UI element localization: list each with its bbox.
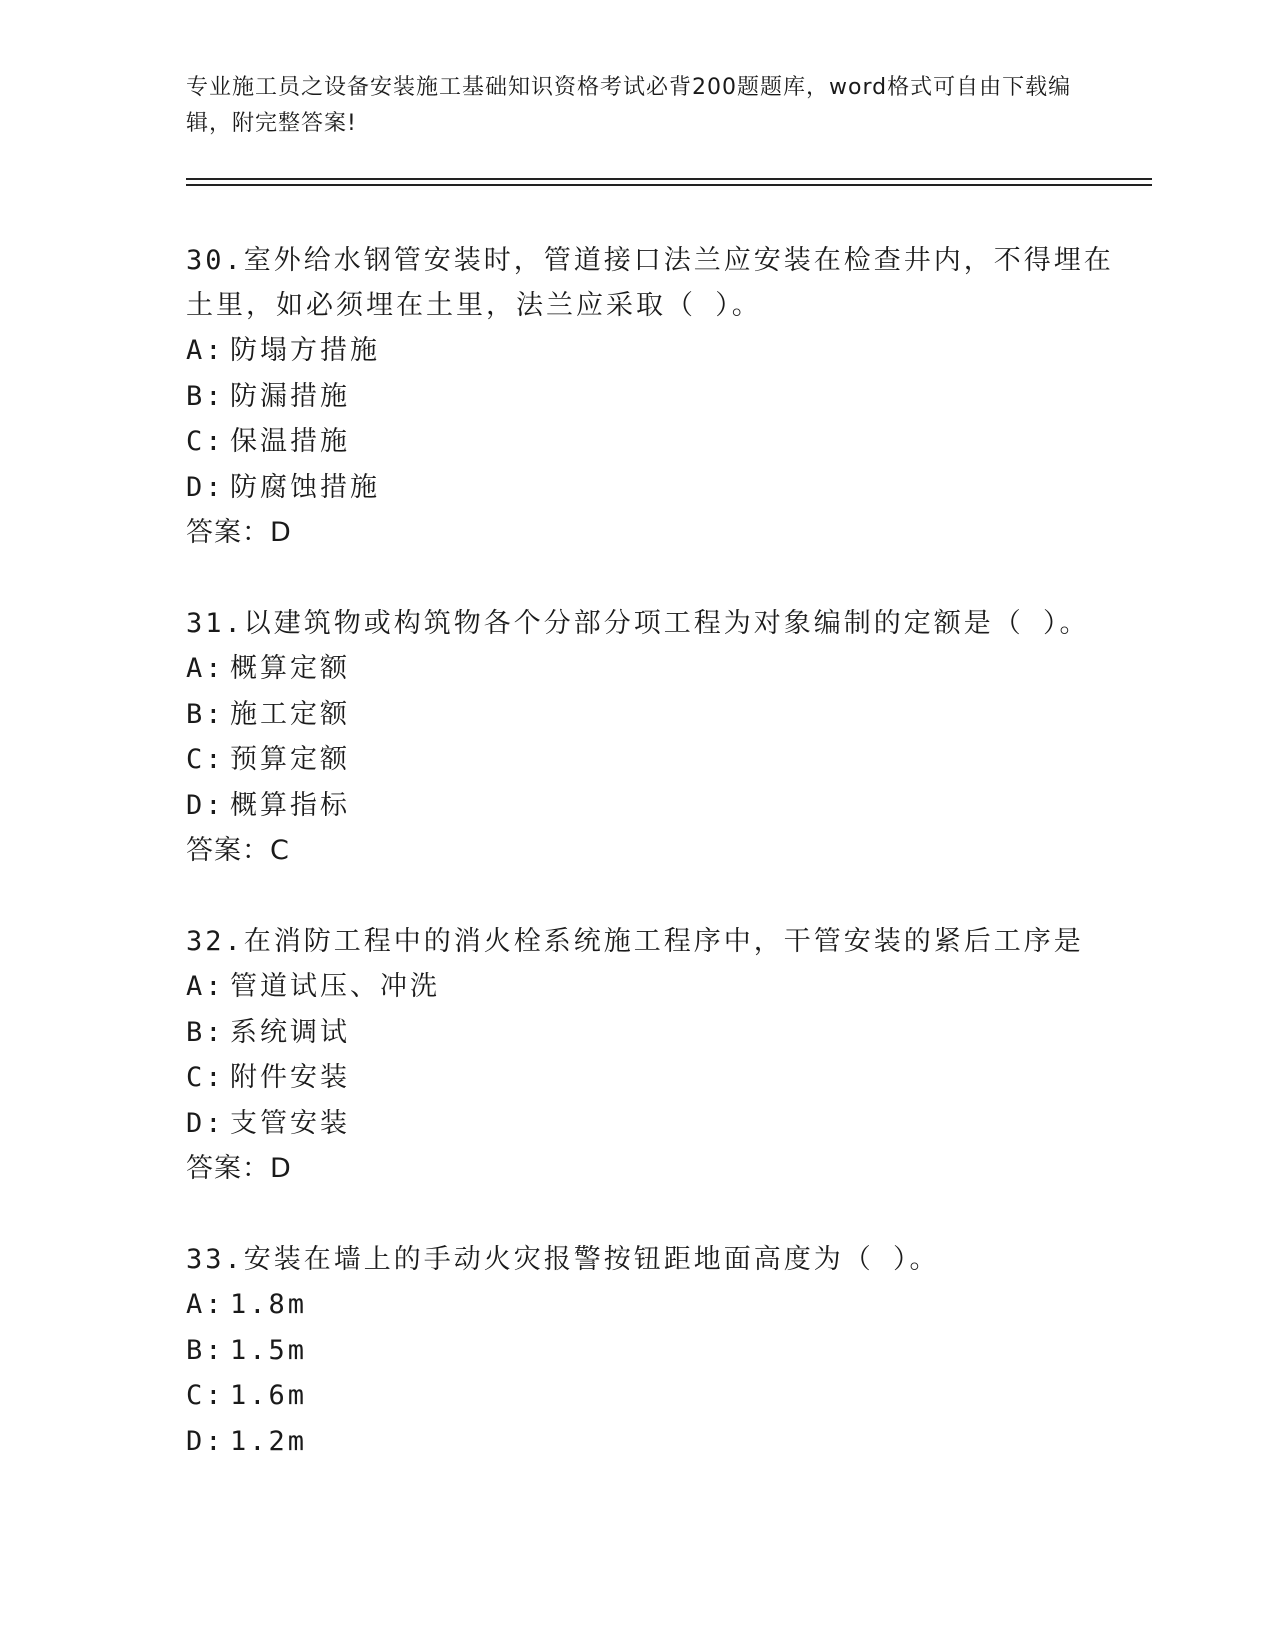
option-text: 施工定额 [230, 698, 350, 730]
option-text: 附件安装 [230, 1062, 350, 1093]
option-letter: C: [186, 744, 225, 775]
option-text: 概算定额 [230, 653, 350, 684]
option-b [186, 1328, 1116, 1374]
option-text: 1.8m [230, 1289, 308, 1320]
option-c [186, 419, 1116, 465]
question-item [186, 601, 1116, 873]
option-text: 概算指标 [230, 789, 350, 821]
question-list [186, 238, 1116, 1510]
option-d [186, 1101, 1116, 1147]
option-letter: A: [186, 1289, 225, 1320]
option-b [186, 692, 1116, 738]
header-rule-bottom [186, 184, 1152, 186]
question-item [186, 1237, 1116, 1464]
option-a [186, 646, 1116, 692]
option-a [186, 1282, 1116, 1328]
option-letter: C: [186, 426, 225, 457]
option-letter: C: [186, 1380, 225, 1411]
option-letter: B: [186, 1334, 225, 1366]
option-text: 1.2m [230, 1425, 308, 1457]
option-c [186, 737, 1116, 783]
question-text: 33.安装在墙上的手动火灾报警按钮距地面高度为（ ）。 [186, 1244, 940, 1275]
option-text: 保温措施 [230, 426, 350, 457]
option-letter: C: [186, 1062, 225, 1093]
option-letter: B: [186, 1016, 225, 1048]
option-b [186, 1010, 1116, 1056]
option-d [186, 783, 1116, 829]
option-text: 防腐蚀措施 [230, 471, 380, 503]
option-d [186, 1419, 1116, 1465]
document-header: 专业施工员之设备安装施工基础知识资格考试必背200题题库，word格式可自由下载编辑，附完整答案! [186, 75, 1072, 136]
option-text: 预算定额 [230, 744, 350, 775]
header-rule-top [186, 178, 1152, 180]
option-letter: D: [186, 471, 225, 503]
question-text: 30.室外给水钢管安装时，管道接口法兰应安装在检查井内，不得埋在土里，如必须埋在土里，法兰应采取（ ）。 [186, 245, 1114, 321]
question-text: 31.以建筑物或构筑物各个分部分项工程为对象编制的定额是（ ）。 [186, 608, 1090, 639]
option-text: 管道试压、冲洗 [230, 971, 440, 1002]
answer-text: 答案：D [186, 517, 292, 548]
option-text: 1.5m [230, 1334, 308, 1366]
option-text: 1.6m [230, 1380, 308, 1411]
question-item [186, 238, 1116, 555]
option-text: 系统调试 [230, 1016, 350, 1048]
option-letter: A: [186, 335, 225, 366]
option-letter: B: [186, 698, 225, 730]
option-letter: A: [186, 653, 225, 684]
option-text: 支管安装 [230, 1107, 350, 1139]
option-c [186, 1055, 1116, 1101]
option-c [186, 1373, 1116, 1419]
option-letter: D: [186, 1107, 225, 1139]
option-letter: D: [186, 789, 225, 821]
question-item [186, 919, 1116, 1191]
option-letter: D: [186, 1425, 225, 1457]
option-d [186, 465, 1116, 511]
option-text: 防漏措施 [230, 380, 350, 412]
answer-text: 答案：C [186, 835, 290, 866]
answer-text: 答案：D [186, 1153, 292, 1184]
option-text: 防塌方措施 [230, 335, 380, 366]
option-a [186, 328, 1116, 374]
question-text: 32.在消防工程中的消火栓系统施工程序中，干管安装的紧后工序是 [186, 926, 1084, 957]
option-letter: A: [186, 971, 225, 1002]
option-letter: B: [186, 380, 225, 412]
option-a [186, 964, 1116, 1010]
option-b [186, 374, 1116, 420]
